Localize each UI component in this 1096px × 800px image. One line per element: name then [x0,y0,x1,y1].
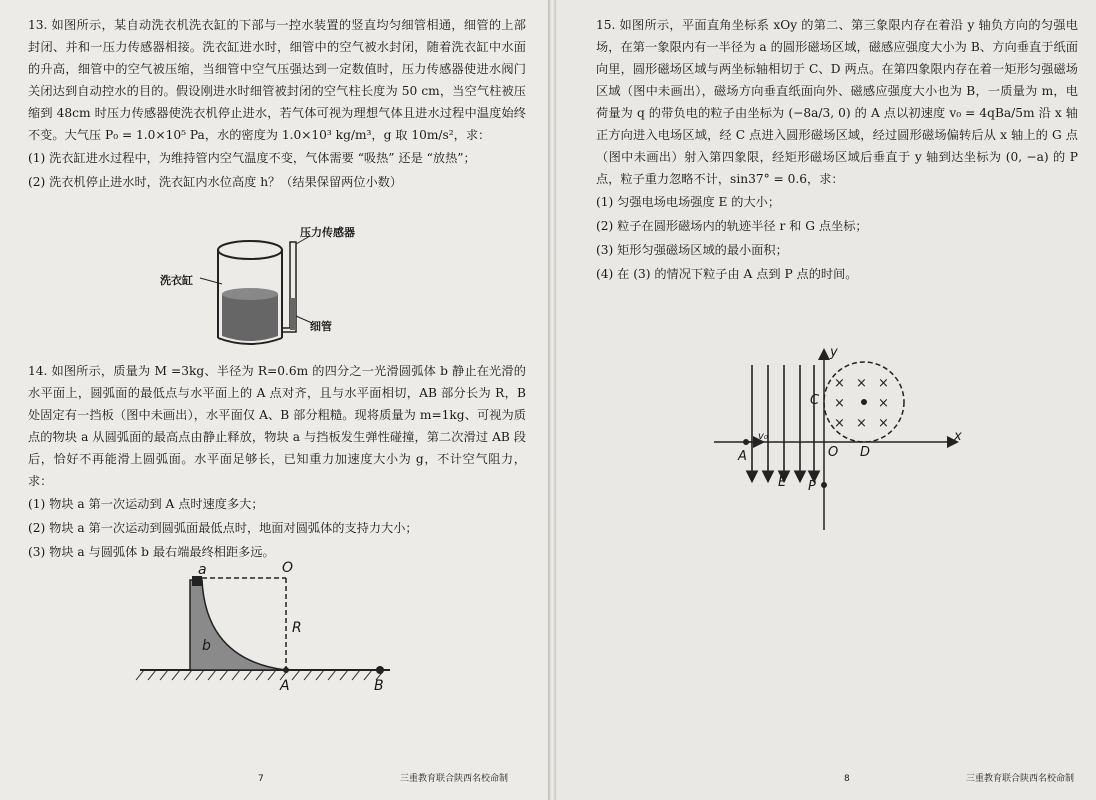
svg-text:×: × [834,396,845,411]
q14-stem: 14. 如图所示，质量为 M =3kg、半径为 R=0.6m 的四分之一光滑圆弧体 b 静止在光滑的水平面上，圆弧面的最低点与水平面上的 A 点对齐，且与水平面相切，AB 部分长为 R，B 处固定有一挡板（图中未画出），水平面仅 A、B 部分粗糙。现将质量为 m=1kg、可视为质点的物块 a 从圆弧面的最高点由静止释放，物块 a 与挡板发生弹性碰撞，第二次滑过 AB 段后，恰好不再能滑上圆弧面。水平面足够长，已知重力加速度大小为 g，不计空气阻力，求： [28,364,526,488]
label-tube: 细管 [310,320,332,333]
q14-sub2: (2) 物块 a 第一次运动到圆弧面最低点时，地面对圆弧体的支持力大小； [28,521,418,535]
book-spine [548,0,556,800]
q13-stem: 13. 如图所示，某自动洗衣机洗衣缸的下部与一控水装置的竖直均匀细管相通，细管的上部封闭、并和一压力传感器相接。洗衣缸进水时，细管中的空气被水封闭，随着洗衣缸中水面的升高，细管中的空气被压缩，当细管中空气压强达到一定数值时，压力传感器使进水阀门关闭达到自动控水的目的。假设刚进水时细管被封闭的空气柱长度为 50 cm，当空气柱被压缩到 48cm 时压力传感器使洗衣机停止进水，若气体可视为理想气体且进水过程中温度始终不变。大气压 P₀ = 1.0×10⁵ Pa，水的密度为 1.0×10³ kg/m³，g 取 10m/s²，求： [28,18,526,142]
q13-sub1: (1) 洗衣缸进水过程中，为维持管内空气温度不变，气体需要 “吸热” 还是 “放热”； [28,151,476,165]
svg-text:×: × [878,396,889,411]
label-C: C [810,393,820,408]
right-page [556,0,1096,800]
q15-stem: 15. 如图所示，平面直角坐标系 xOy 的第二、第三象限内存在着沿 y 轴负方向的匀强电场，在第一象限内有一半径为 a 的圆形磁场区域，磁感应强度大小为 B、方向垂直于纸面向里，圆形磁场区域与两坐标轴相切于 C、D 两点。在第四象限内存在着一矩形匀强磁场区域（图中未画出），磁场方向垂直纸面向外、磁感应强度大小也为 B，一质量为 m，电荷量为 q 的带负电的粒子由坐标为 (−8a/3, 0) 的 A 点以初速度 v₀ = 4qBa/5m 沿 x 轴正方向进入电场区域，经 C 点进入圆形磁场区域，经过圆形磁场偏转后从 x 轴上的 G 点（图中未画出）射入第四象限，经矩形磁场区域后垂直于 y 轴到达坐标为 (0, −a) 的 P 点，粒子重力忽略不计，sin37° = 0.6，求： [596,18,1078,186]
label-D: D [860,445,871,460]
q14-sub1: (1) 物块 a 第一次运动到 A 点时速度多大； [28,497,264,511]
arc-diagram [130,560,410,700]
label-B: B [374,678,384,694]
q15-sub2: (2) 粒子在圆形磁场内的轨迹半径 r 和 G 点坐标； [596,219,868,233]
label-y: y [830,345,838,360]
washer-diagram [150,228,370,368]
q14-sub3: (3) 物块 a 与圆弧体 b 最右端最终相距多远。 [28,545,275,559]
q15-figure [706,345,966,535]
q13-sub2: (2) 洗衣机停止进水时，洗衣缸内水位高度 h？（结果保留两位小数） [28,175,403,189]
page-number-right: 8 [844,774,850,784]
q14-figure [130,560,410,700]
label-tank: 洗衣缸 [160,274,193,287]
svg-text:×: × [834,376,845,391]
label-x: x [954,429,962,444]
label-O: O [282,560,294,576]
q15-sub1: (1) 匀强电场电场强度 E 的大小； [596,195,781,209]
label-v0: v₀ [758,431,768,442]
field-diagram [706,345,966,535]
svg-text:×: × [856,416,867,431]
label-a: a [198,562,207,578]
label-O-axis: O [828,445,839,460]
q15-sub3: (3) 矩形匀强磁场区域的最小面积； [596,243,788,257]
label-b: b [202,638,211,654]
label-R: R [292,620,302,636]
label-P: P [808,479,816,494]
label-A-point: A [738,449,747,464]
svg-text:×: × [834,416,845,431]
svg-text:×: × [878,416,889,431]
label-E: E [778,475,787,490]
svg-text:×: × [878,376,889,391]
page-number-left: 7 [258,774,264,784]
svg-text:×: × [856,376,867,391]
label-sensor: 压力传感器 [300,226,355,239]
footer-right: 三重教育联合陕西名校命制 [966,774,1075,784]
q15-sub4: (4) 在 (3) 的情况下粒子由 A 点到 P 点的时间。 [596,267,858,281]
label-A: A [280,678,290,694]
q13-figure [150,228,370,368]
footer-left: 三重教育联合陕西名校命制 [400,774,509,784]
